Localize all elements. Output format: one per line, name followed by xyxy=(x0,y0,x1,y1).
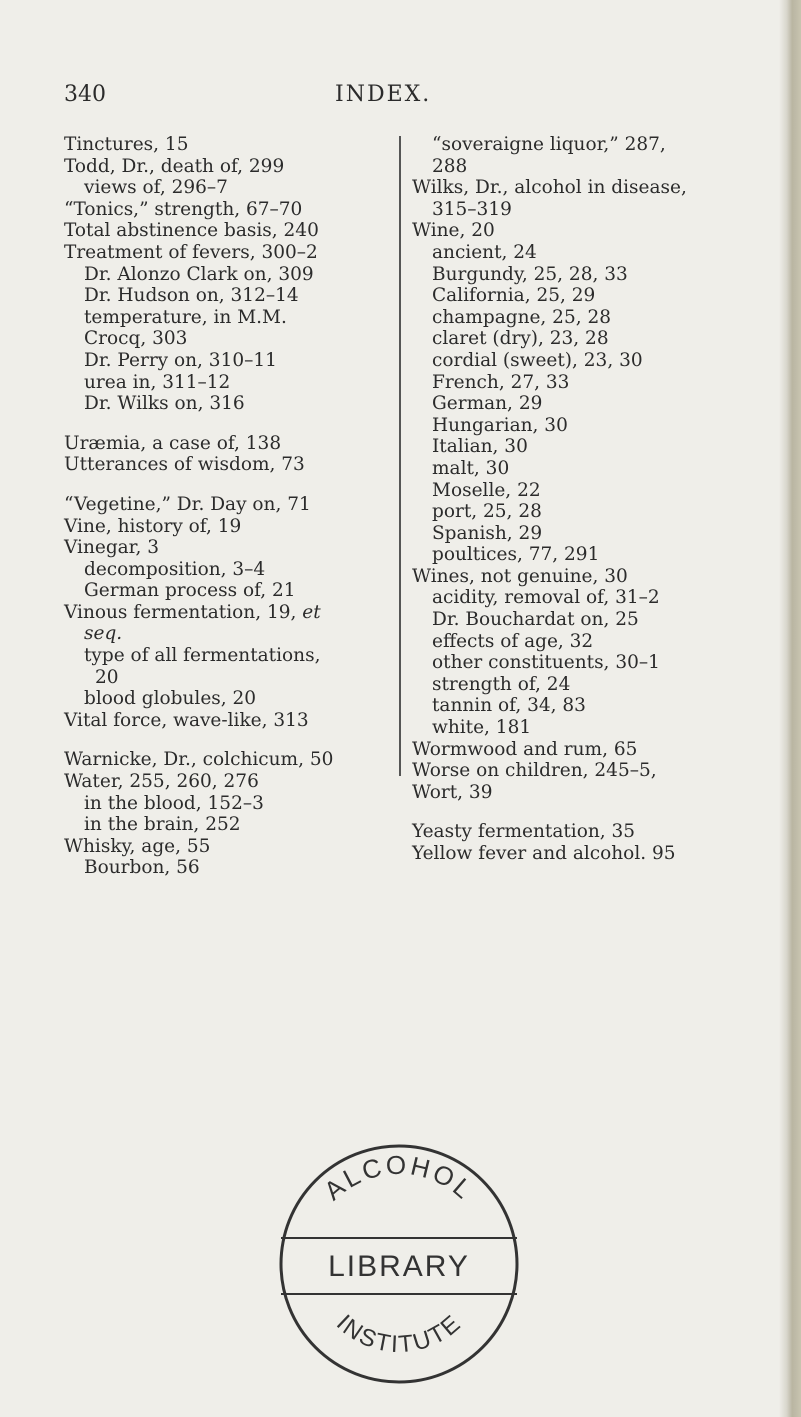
page-edge-shadow xyxy=(779,0,801,1417)
index-entry-text: port, 25, 28 xyxy=(432,501,542,523)
index-entry-text: German, 29 xyxy=(432,393,543,415)
index-entry xyxy=(412,285,782,307)
index-entry xyxy=(64,134,384,156)
index-entry-text: Warnicke, Dr., colchicum, 50 xyxy=(64,749,334,771)
stamp-top-text: ALCOHOL xyxy=(318,1149,481,1207)
index-entry xyxy=(64,559,384,581)
index-entry-text: white, 181 xyxy=(432,717,532,739)
index-entry xyxy=(64,350,384,372)
index-entry-text: poultices, 77, 291 xyxy=(432,544,600,566)
index-entry-italic: seq. xyxy=(84,623,123,645)
index-entry xyxy=(64,749,384,771)
index-entry xyxy=(64,177,384,199)
index-entry-text: Todd, Dr., death of, 299 xyxy=(64,155,285,177)
index-entry-text: Water, 255, 260, 276 xyxy=(64,771,259,793)
index-entry xyxy=(64,454,384,476)
index-entry xyxy=(412,695,782,717)
index-entry-text: Burgundy, 25, 28, 33 xyxy=(432,263,628,285)
index-entry-italic: et xyxy=(302,601,321,623)
index-entry xyxy=(64,836,384,858)
index-entry xyxy=(412,609,782,631)
index-entry-text: claret (dry), 23, 28 xyxy=(432,328,609,350)
index-entry-text: Spanish, 29 xyxy=(432,522,543,544)
index-entry xyxy=(412,760,782,782)
index-entry xyxy=(412,544,782,566)
index-entry xyxy=(412,739,782,761)
index-entry xyxy=(412,372,782,394)
index-entry-text: Vine, history of, 19 xyxy=(64,515,242,537)
index-entry-text: Dr. Hudson on, 312–14 xyxy=(84,285,299,307)
index-entry-text: ancient, 24 xyxy=(432,241,537,263)
index-entry-text: Dr. Perry on, 310–11 xyxy=(84,349,277,371)
index-entry-text: blood globules, 20 xyxy=(84,688,257,710)
index-entry-text: in the brain, 252 xyxy=(84,814,241,836)
index-entry-text: Wilks, Dr., alcohol in disease, xyxy=(412,177,687,199)
index-entry xyxy=(64,688,384,710)
index-entry-text: French, 27, 33 xyxy=(432,371,570,393)
index-column-left xyxy=(64,134,384,879)
index-entry xyxy=(412,782,782,804)
index-entry-text: Whisky, age, 55 xyxy=(64,835,211,857)
index-entry xyxy=(412,652,782,674)
index-entry-text: Dr. Wilks on, 316 xyxy=(84,393,245,415)
index-entry xyxy=(412,242,782,264)
index-entry xyxy=(64,220,384,242)
index-entry-text: Total abstinence basis, 240 xyxy=(64,220,319,242)
index-entry-text: Yellow fever and alcohol. 95 xyxy=(412,843,676,864)
index-entry-text: acidity, removal of, 31–2 xyxy=(432,587,660,609)
index-entry-text: Worse on children, 245–5, xyxy=(412,760,657,782)
index-entry xyxy=(412,458,782,480)
index-entry xyxy=(412,177,782,199)
index-entry-text: effects of age, 32 xyxy=(432,630,594,652)
index-entry xyxy=(412,566,782,588)
index-entry xyxy=(412,307,782,329)
index-entry xyxy=(412,436,782,458)
index-entry-text: Wort, 39 xyxy=(412,781,493,803)
index-entry xyxy=(64,433,384,455)
index-entry-text: other constituents, 30–1 xyxy=(432,652,660,674)
index-entry xyxy=(64,645,384,667)
index-entry xyxy=(64,516,384,538)
index-entry-text: Vinegar, 3 xyxy=(64,537,160,559)
index-entry-text: 315–319 xyxy=(432,198,512,220)
index-entry-text: urea in, 311–12 xyxy=(84,371,231,393)
page-number: 340 xyxy=(64,82,106,107)
index-entry xyxy=(64,537,384,559)
index-spacer xyxy=(64,731,384,749)
index-entry-text: “soveraigne liquor,” 287, xyxy=(432,134,666,155)
index-entry-text: Uræmia, a case of, 138 xyxy=(64,432,282,454)
index-entry xyxy=(412,220,782,242)
index-entry xyxy=(412,631,782,653)
index-entry-text: California, 25, 29 xyxy=(432,285,596,307)
index-entry-text: Dr. Bouchardat on, 25 xyxy=(432,609,639,631)
index-column-right xyxy=(412,134,782,865)
index-entry xyxy=(64,199,384,221)
index-entry xyxy=(64,264,384,286)
index-entry xyxy=(412,523,782,545)
index-entry-text: temperature, in M.M. xyxy=(84,306,287,328)
index-entry-text: Dr. Alonzo Clark on, 309 xyxy=(84,263,314,285)
index-entry xyxy=(412,480,782,502)
index-entry xyxy=(412,328,782,350)
index-entry-text: “Vegetine,” Dr. Day on, 71 xyxy=(64,493,311,515)
index-entry xyxy=(64,602,384,624)
running-head: INDEX. xyxy=(335,82,432,107)
index-entry xyxy=(64,667,384,689)
index-entry xyxy=(64,328,384,350)
index-entry xyxy=(412,674,782,696)
index-entry-text: Wormwood and rum, 65 xyxy=(412,738,638,760)
index-entry xyxy=(412,717,782,739)
index-entry xyxy=(64,580,384,602)
index-entry-text: Bourbon, 56 xyxy=(84,857,200,879)
index-entry-text: decomposition, 3–4 xyxy=(84,558,266,580)
index-entry-text: Wines, not genuine, 30 xyxy=(412,565,628,587)
index-entry-text: Italian, 30 xyxy=(432,436,528,458)
index-entry xyxy=(64,393,384,415)
column-divider xyxy=(399,136,401,776)
index-entry xyxy=(64,857,384,879)
index-entry xyxy=(64,793,384,815)
index-entry-text: 288 xyxy=(432,155,468,177)
index-entry xyxy=(412,264,782,286)
index-entry-text: in the blood, 152–3 xyxy=(84,792,264,814)
index-entry xyxy=(412,501,782,523)
index-entry xyxy=(64,156,384,178)
index-entry-text: cordial (sweet), 23, 30 xyxy=(432,349,643,371)
index-entry xyxy=(412,199,782,221)
index-entry-text: Utterances of wisdom, 73 xyxy=(64,454,305,476)
index-entry xyxy=(64,710,384,732)
index-entry-text: views of, 296–7 xyxy=(84,177,228,199)
index-entry xyxy=(64,307,384,329)
index-spacer xyxy=(64,476,384,494)
index-entry xyxy=(412,393,782,415)
index-entry-text: tannin of, 34, 83 xyxy=(432,695,586,717)
library-stamp xyxy=(271,1136,527,1392)
index-entry-text: Vinous fermentation, 19, xyxy=(64,601,297,623)
index-entry xyxy=(64,623,384,645)
index-spacer xyxy=(412,803,782,821)
index-entry-text: German process of, 21 xyxy=(84,580,296,602)
stamp-center-text: LIBRARY xyxy=(328,1250,470,1283)
index-entry xyxy=(64,771,384,793)
index-spacer xyxy=(64,415,384,433)
index-entry xyxy=(412,843,782,865)
index-entry-text: strength of, 24 xyxy=(432,673,571,695)
index-entry xyxy=(64,814,384,836)
stamp-bottom-text: INSTITUTE xyxy=(331,1309,467,1359)
index-entry xyxy=(412,821,782,843)
index-entry-text: “Tonics,” strength, 67–70 xyxy=(64,198,303,220)
index-entry-text: Wine, 20 xyxy=(412,220,495,242)
index-entry-text: malt, 30 xyxy=(432,457,510,479)
index-entry-text: 20 xyxy=(95,666,119,688)
index-entry xyxy=(64,242,384,264)
index-entry-text: Treatment of fevers, 300–2 xyxy=(64,241,318,263)
index-entry-text: type of all fermentations, xyxy=(84,645,321,667)
index-entry xyxy=(412,134,782,156)
index-entry-text: Hungarian, 30 xyxy=(432,414,568,436)
index-entry xyxy=(412,587,782,609)
index-entry-text: Yeasty fermentation, 35 xyxy=(412,821,636,843)
index-entry xyxy=(64,494,384,516)
index-entry xyxy=(412,156,782,178)
index-entry-text: Moselle, 22 xyxy=(432,479,541,501)
index-entry xyxy=(412,350,782,372)
index-entry-text: Crocq, 303 xyxy=(84,328,188,350)
index-entry-text: Vital force, wave-like, 313 xyxy=(64,709,309,731)
index-entry xyxy=(412,415,782,437)
page-header xyxy=(0,82,801,122)
index-entry-text: champagne, 25, 28 xyxy=(432,306,612,328)
index-entry xyxy=(64,285,384,307)
index-entry-text: Tinctures, 15 xyxy=(64,134,189,155)
index-entry xyxy=(64,372,384,394)
